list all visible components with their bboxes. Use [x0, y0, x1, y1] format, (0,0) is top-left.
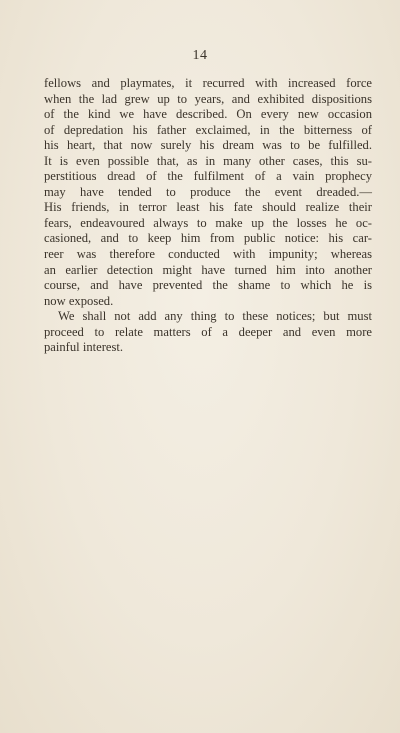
paragraph-1 — [44, 76, 372, 309]
text-line: course, and have prevented the shame to which he is — [44, 278, 372, 293]
text-line: an earlier detection might have turned him into another — [44, 262, 372, 277]
text-line: fears, endeavoured always to make up the losses he oc- — [44, 215, 372, 230]
page-number: 14 — [192, 48, 208, 63]
text-line: his heart, that now surely his dream was to be fulfilled. — [44, 138, 372, 153]
body-text — [44, 76, 372, 356]
text-line: of the kind we have described. On every new occasion — [44, 107, 372, 122]
text-line: now exposed. — [44, 293, 114, 308]
paragraph-2 — [44, 309, 372, 356]
text-line: fellows and playmates, it recurred with increased force — [44, 76, 372, 90]
text-line: His friends, in terror least his fate should realize their — [44, 200, 372, 215]
text-line: proceed to relate matters of a deeper and even more — [44, 324, 372, 339]
text-line: perstitious dread of the fulfilment of a vain prophecy — [44, 169, 372, 184]
text-line: when the lad grew up to years, and exhibited dispositions — [44, 91, 372, 106]
text-line: reer was therefore conducted with impunity; whereas — [44, 247, 372, 262]
text-line: It is even possible that, as in many other cases, this su- — [44, 153, 372, 168]
text-line: We shall not add any thing to these notices; but must — [58, 309, 372, 324]
text-line: may have tended to produce the event dreaded.— — [44, 184, 372, 199]
text-line: painful interest. — [44, 340, 124, 355]
text-line: of depredation his father exclaimed, in the bitterness of — [44, 122, 372, 137]
text-line: casioned, and to keep him from public notice: his car- — [44, 231, 372, 246]
